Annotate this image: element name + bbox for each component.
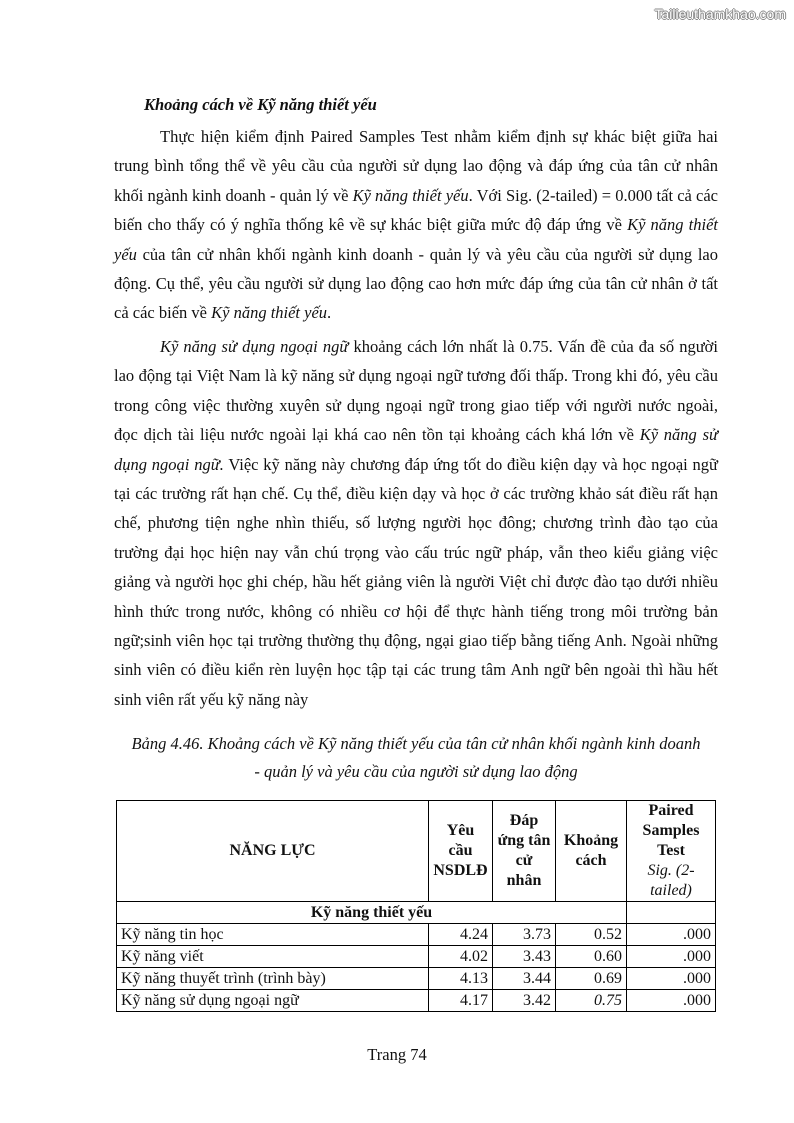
paragraph-2: Kỹ năng sử dụng ngoại ngữ khoảng cách lớn nhất là 0.75. Vấn đề của đa số người lao động tại Việt Nam là kỹ năng sử dụng ngoại ngữ tương đối thấp. Trong khi đó, yêu cầu trong công việc thường xuyên sử dụng ngoại ngữ trong giao tiếp với người nước ngoài, đọc dịch tài liệu nước ngoài lại khá cao nên tồn tại khoảng cách khá lớn về Kỹ năng sử dụng ngoại ngữ. Việc kỹ năng này chương đáp ứng tốt do điều kiện dạy và học ngoại ngữ tại các trường rất hạn chế. Cụ thể, điều kiện dạy và học ở các trường khảo sát điều rất hạn chế, phương tiện nghe nhìn thiếu, số lượng người học đông; chương trình đào tạo của trường đại học hiện nay vẫn chú trọng vào cấu trúc ngữ pháp, vẫn theo kiểu giảng việc giảng và người học ghi chép, hầu hết giảng viên là người Việt chỉ được đào tạo dưới nhiều hình thức trong nước, không có nhiều cơ hội để thực hành tiếng trong môi trường bản ngữ;sinh viên học tại trường thường thụ động, ngại giao tiếp bằng tiếng Anh. Ngoài những sinh viên có điều kiển rèn luyện học tập tại các trung tâm Anh ngữ bên ngoài thì hầu hết sinh viên rất yếu kỹ năng này [114, 337, 718, 709]
header-competency: NĂNG LỰC [117, 801, 429, 902]
group-empty-cell [627, 902, 716, 924]
header-graduate-response: Đáp ứng tân cử nhân [493, 801, 556, 902]
page-number: Trang 74 [367, 1045, 427, 1064]
header-paired-test [627, 801, 716, 902]
header-employer-requirement: Yêu cầu NSDLĐ [429, 801, 493, 902]
row-requirement: 4.13 [429, 968, 493, 990]
row-name: Kỹ năng tin học [117, 924, 429, 946]
row-response: 3.44 [493, 968, 556, 990]
row-sig: .000 [627, 968, 716, 990]
caption-line-1: Bảng 4.46. Khoảng cách về Kỹ năng thiết yếu của tân cử nhân khối ngành kinh doanh [131, 734, 701, 753]
header-gap: Khoảng cách [556, 801, 627, 902]
row-gap: 0.75 [556, 990, 627, 1012]
row-name: Kỹ năng thuyết trình (trình bày) [117, 968, 429, 990]
group-label: Kỹ năng thiết yếu [117, 902, 627, 924]
row-name: Kỹ năng viết [117, 946, 429, 968]
caption-line-2: - quản lý và yêu cầu của người sử dụng lao động [254, 762, 578, 781]
row-gap: 0.60 [556, 946, 627, 968]
row-requirement: 4.17 [429, 990, 493, 1012]
table-header-row [117, 801, 716, 902]
row-gap: 0.52 [556, 924, 627, 946]
row-sig: .000 [627, 946, 716, 968]
gap-table [116, 800, 716, 1012]
table-row [117, 968, 716, 990]
header-sig-label: Sig. (2-tailed) [647, 862, 695, 899]
table-group-row [117, 902, 716, 924]
header-paired-test-title: Paired Samples Test [642, 802, 700, 859]
row-name: Kỹ năng sử dụng ngoại ngữ [117, 990, 429, 1012]
section-heading: Khoảng cách về Kỹ năng thiết yếu [144, 95, 377, 114]
row-requirement: 4.02 [429, 946, 493, 968]
table-row [117, 946, 716, 968]
watermark: Tailieuthamkhao.com [654, 6, 786, 22]
row-sig: .000 [627, 990, 716, 1012]
row-sig: .000 [627, 924, 716, 946]
paragraph-1: Thực hiện kiểm định Paired Samples Test nhằm kiểm định sự khác biệt giữa hai trung bình tổng thể về yêu cầu của người sử dụng lao động và đáp ứng của tân cử nhân khối ngành kinh doanh - quản lý về Kỹ năng thiết yếu. Với Sig. (2-tailed) = 0.000 tất cả các biến cho thấy có ý nghĩa thống kê về sự khác biệt giữa mức độ đáp ứng về Kỹ năng thiết yếu của tân cử nhân khối ngành kinh doanh - quản lý và yêu cầu của người sử dụng lao động. Cụ thể, yêu cầu người sử dụng lao động cao hơn mức đáp ứng của tân cử nhân ở tất cả các biến về Kỹ năng thiết yếu. [114, 127, 719, 323]
table-row [117, 990, 716, 1012]
row-response: 3.42 [493, 990, 556, 1012]
table-caption [114, 730, 718, 786]
row-gap: 0.69 [556, 968, 627, 990]
row-response: 3.43 [493, 946, 556, 968]
row-response: 3.73 [493, 924, 556, 946]
table-row [117, 924, 716, 946]
row-requirement: 4.24 [429, 924, 493, 946]
